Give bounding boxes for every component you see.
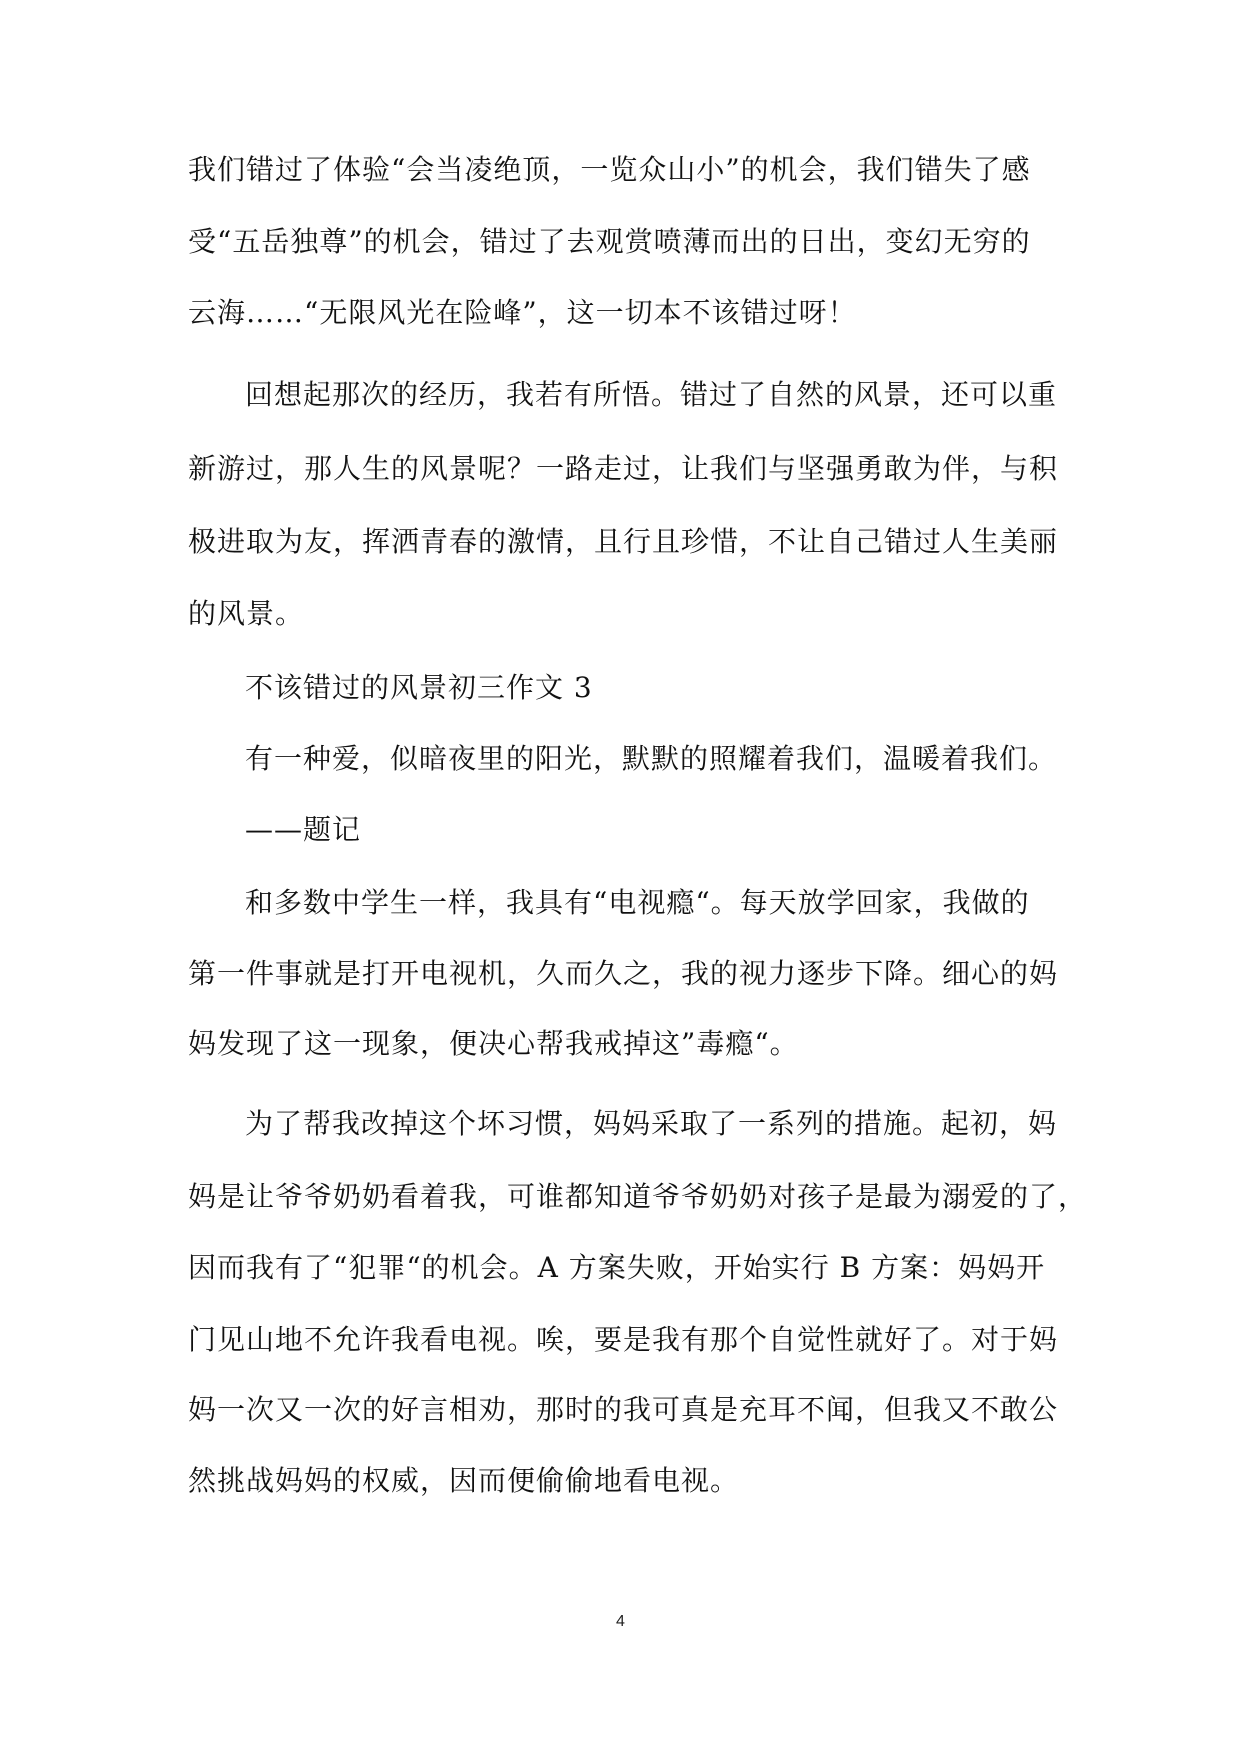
text-line: 妈发现了这一现象，便决心帮我戒掉这”毒瘾“。 [188,1027,799,1060]
text-line: 妈一次又一次的好言相劝，那时的我可真是充耳不闻，但我又不敢公 [188,1393,1059,1426]
text-line: 有一种爱，似暗夜里的阳光，默默的照耀着我们，温暖着我们。 [245,742,1058,775]
text-line: 回想起那次的经历，我若有所悟。错过了自然的风景，还可以重 [245,378,1058,411]
page-number: 4 [616,1613,625,1630]
text-line: 门见山地不允许我看电视。唉，要是我有那个自觉性就好了。对于妈 [188,1323,1059,1356]
text-line: 新游过，那人生的风景呢？一路走过，让我们与坚强勇敢为伴，与积 [188,452,1059,485]
section-heading: 不该错过的风景初三作文 3 [245,671,593,704]
text-line: 的风景。 [188,597,305,630]
text-line: 极进取为友，挥洒青春的激情，且行且珍惜，不让自己错过人生美丽 [188,525,1059,558]
text-line: 和多数中学生一样，我具有“电视瘾“。每天放学回家，我做的 [245,886,1030,919]
text-line: 第一件事就是打开电视机，久而久之，我的视力逐步下降。细心的妈 [188,957,1059,990]
text-line: 受“五岳独尊”的机会，错过了去观赏喷薄而出的日出，变幻无穷的 [188,225,1031,258]
text-line: 妈是让爷爷奶奶看着我，可谁都知道爷爷奶奶对孩子是最为溺爱的了， [188,1180,1088,1213]
text-line: ——题记 [245,813,362,846]
text-line: 云海……“无限风光在险峰”，这一切本不该错过呀！ [188,296,857,329]
text-line: 我们错过了体验“会当凌绝顶，一览众山小”的机会，我们错失了感 [188,153,1031,186]
text-line: 为了帮我改掉这个坏习惯，妈妈采取了一系列的措施。起初，妈 [245,1107,1058,1140]
text-line: 因而我有了“犯罪“的机会。A 方案失败，开始实行 B 方案：妈妈开 [188,1251,1046,1284]
text-line: 然挑战妈妈的权威，因而便偷偷地看电视。 [188,1464,740,1497]
